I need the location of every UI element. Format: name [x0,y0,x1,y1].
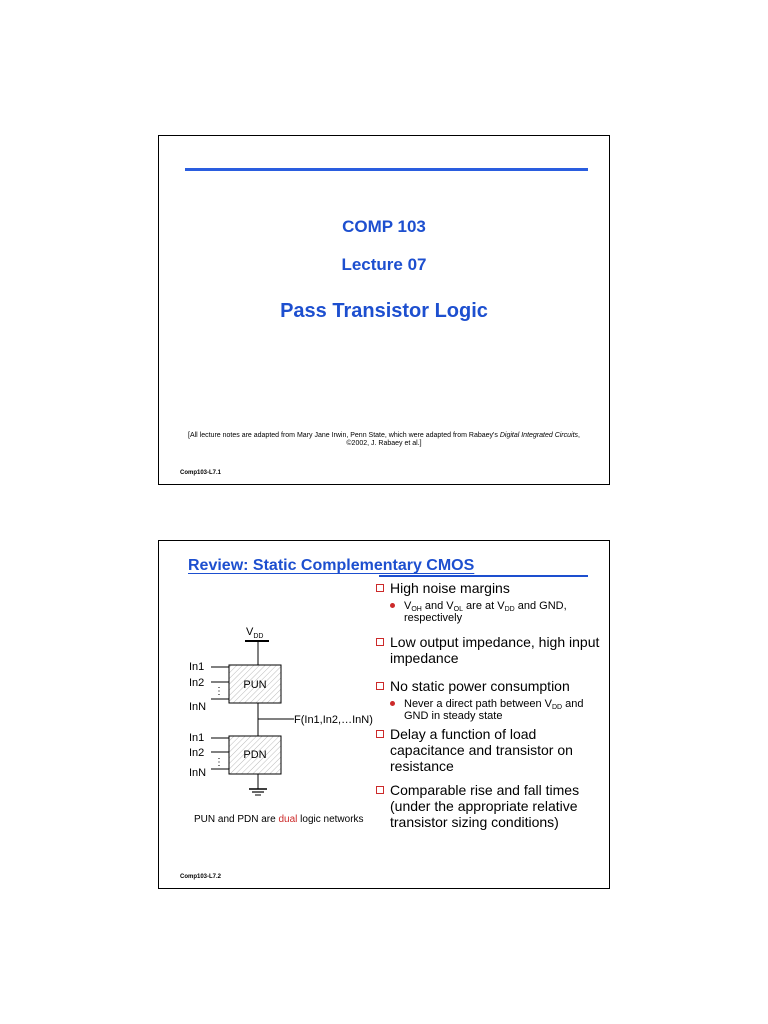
bullet-item [375,678,605,694]
dual-network-note [194,814,364,825]
lecture-number: Lecture 07 [341,255,427,274]
bullet-list [375,580,605,830]
pun-inN-label: InN [189,701,207,713]
pun-in1-label: In1 [189,661,205,673]
bullet-item [375,580,605,596]
ground-icon [249,789,267,795]
vdd-label: $V_{DD}$ [246,626,264,640]
square-bullet-icon [376,786,384,794]
pun-dots: ⋮ [214,686,224,697]
credit-note [179,432,589,448]
square-bullet-icon [376,584,384,592]
slide-footer: Comp103-L7.1 [180,470,222,476]
lecture-title: Pass Transistor Logic [280,300,488,322]
dot-bullet-icon [390,603,395,608]
slide-footer: Comp103-L7.2 [180,874,222,880]
credit-prefix: [All lecture notes are adapted from Mary Jane Irwin, Penn State, which were adapted from Rabaey's [188,432,500,439]
sub-bullet-text: Never a direct path between $V_{DD}$ and GND in steady state [404,698,584,722]
bullet-text: No static power consumption [390,678,570,694]
pdn-label: PDN [243,749,267,761]
pdn-in1-label: In1 [189,732,205,744]
square-bullet-icon [376,638,384,646]
pdn-inN-label: InN [189,767,207,779]
bullet-text: Delay a function of load capacitance and transistor on resistance [390,726,573,774]
output-label: F(In1,In2,…InN) [294,714,373,726]
credit-book: Digital Integrated Circuits [499,432,579,439]
cmos-diagram [179,621,389,806]
sub-bullet-item [375,698,605,722]
bullet-text: High noise margins [390,580,510,596]
dot-bullet-icon [390,701,395,706]
pun-in2-label: In2 [189,677,205,689]
pdn-in2-label: In2 [189,747,205,759]
note-suffix: logic networks [297,814,364,825]
note-prefix: PUN and PDN are [194,814,279,825]
bullet-item [375,782,605,830]
sub-bullet-item [375,600,605,624]
slide-title: Review: Static Complementary CMOS [188,557,475,574]
title-rule [185,168,588,171]
pdn-dots: ⋮ [214,757,224,768]
sub-bullet-text: $V_{OH}$ and $V_{OL}$ are at $V_{DD}$ and GND, respectively [404,600,567,624]
course-code: COMP 103 [342,217,426,236]
title-slide [158,135,610,485]
bullet-text: Comparable rise and fall times (under the appropriate relative transistor sizing conditions) [390,782,580,830]
bullet-item [375,726,605,774]
credit-suffix: , ©2002, J. Rabaey et al.] [346,432,580,447]
bullet-text: Low output impedance, high input impedance [390,634,600,666]
review-slide [158,540,610,889]
square-bullet-icon [376,682,384,690]
note-highlight: dual [278,814,298,825]
bullet-item [375,634,605,666]
title-rule [379,575,588,577]
pun-label: PUN [243,679,267,691]
square-bullet-icon [376,730,384,738]
